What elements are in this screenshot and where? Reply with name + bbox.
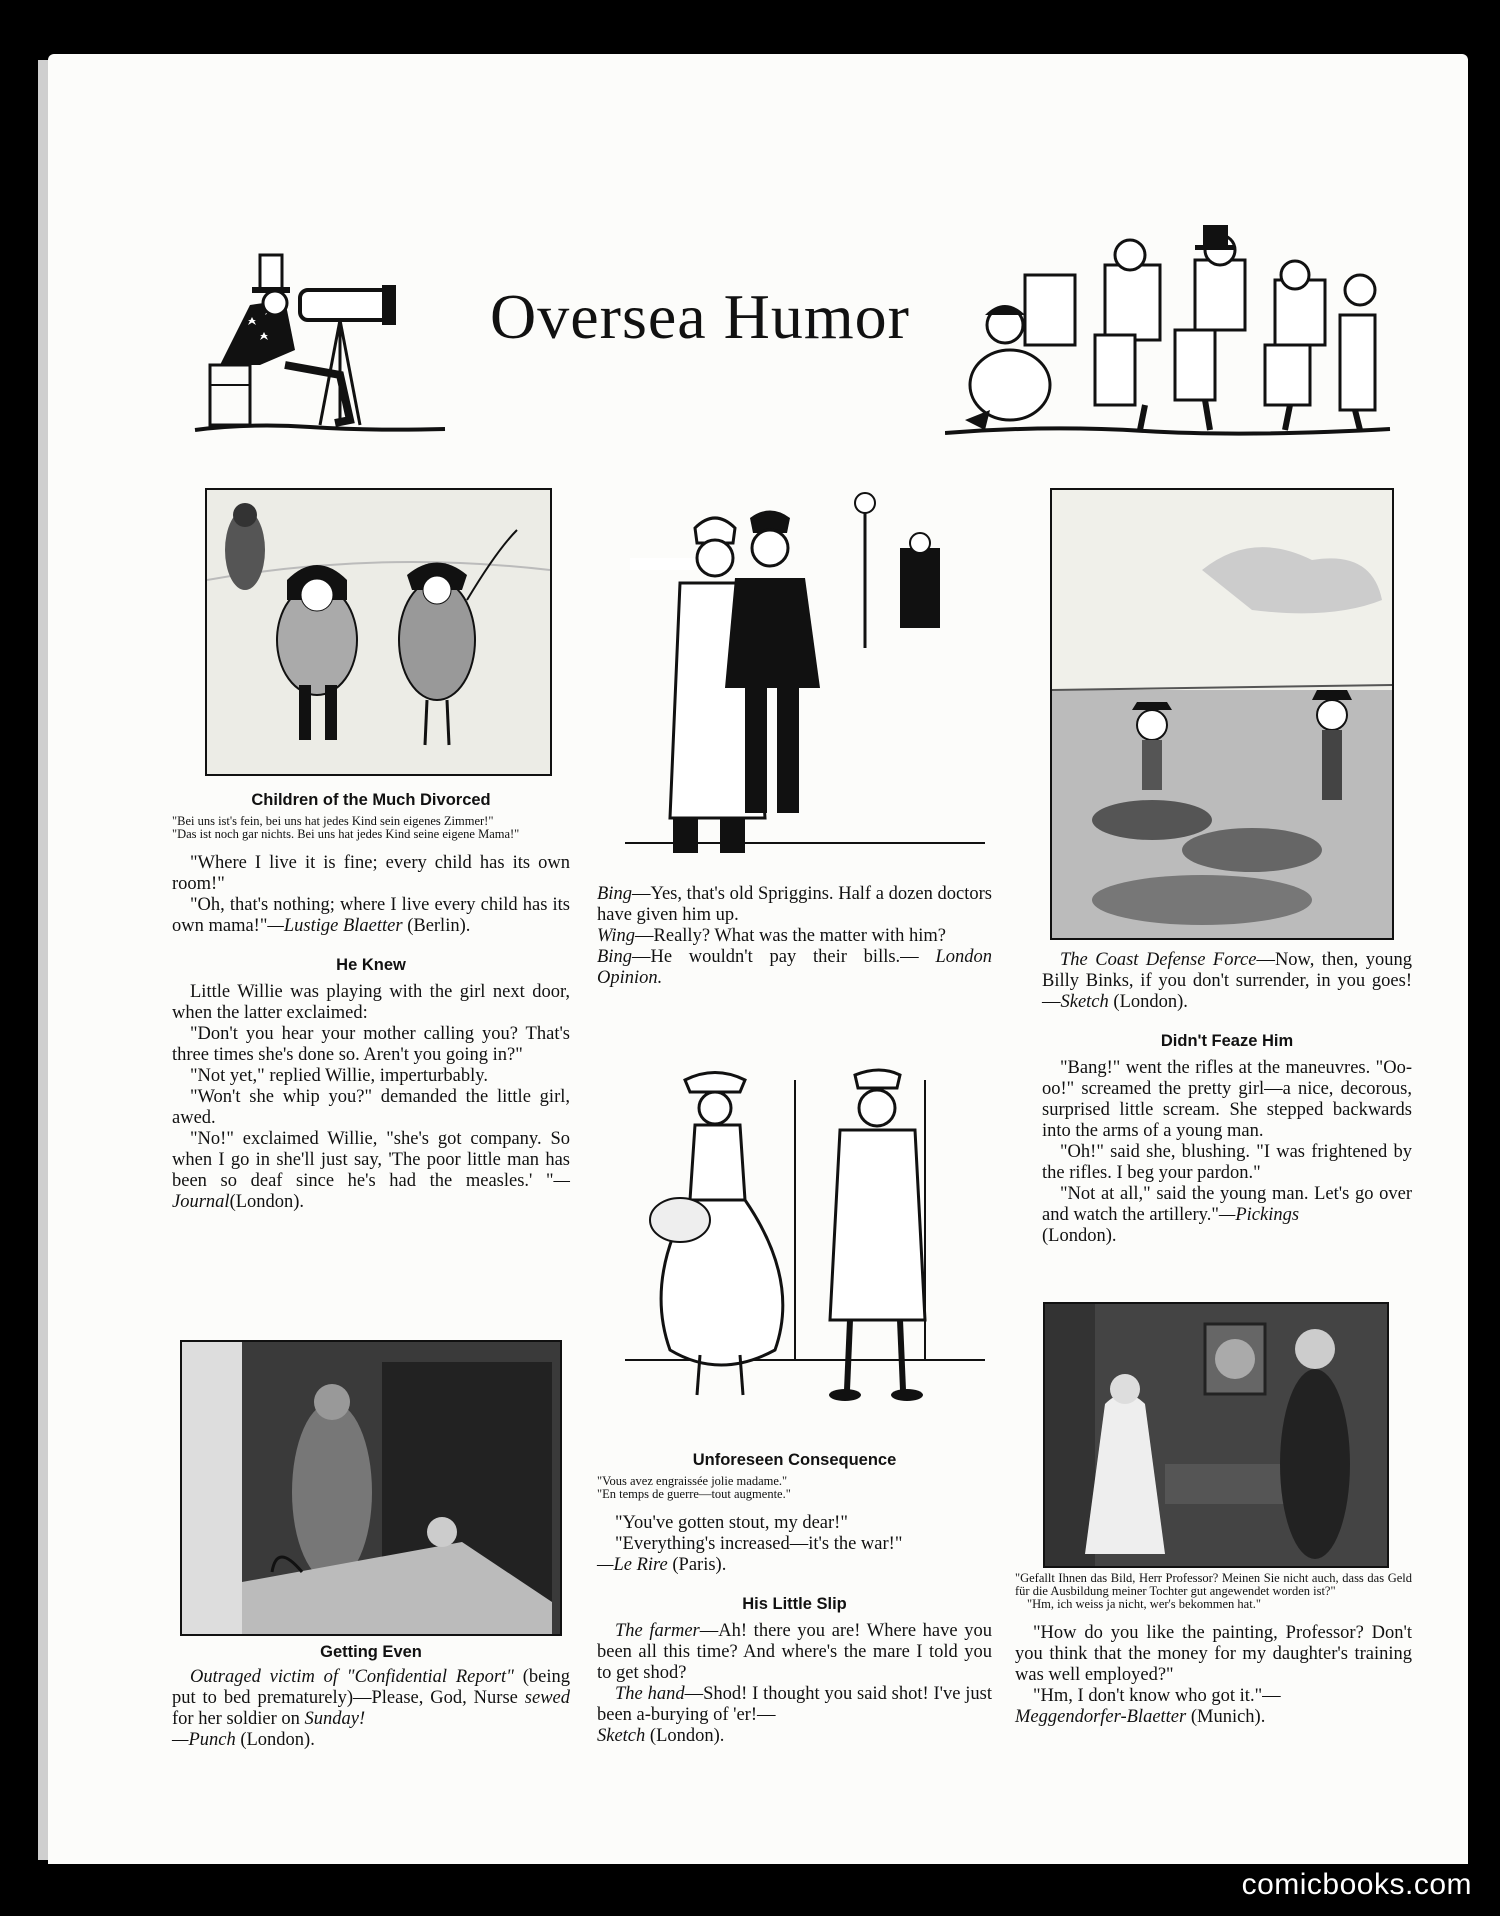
header-uncle-sam-illustration xyxy=(190,245,450,445)
column-1-text xyxy=(172,790,570,1213)
he-knew-text-5: "No!" exclaimed Willie, "she's got company. So when I go in she'll just say, 'The poor little man has been so deaf since he's had the measles.' "—Journal(London). xyxy=(172,1129,570,1212)
professor-text-block xyxy=(1015,1572,1412,1728)
spriggins-line-3: Bing—He wouldn't pay their bills.— London Opinion. xyxy=(597,947,993,988)
header-newspaper-readers-illustration xyxy=(945,225,1395,440)
his-little-slip-line-1: The farmer—Ah! there you are! Where have you been all this time? And where's the mare I told you to get shod? xyxy=(597,1621,992,1683)
children-divorced-text-1: "Where I live it is fine; every child has its own room!" xyxy=(172,853,570,894)
column-2-text-top xyxy=(597,884,992,989)
coast-defense-illustration xyxy=(1050,488,1394,940)
children-divorced-original: "Bei uns ist's fein, bei uns hat jedes Kind sein eigenes Zimmer!" "Das ist noch gar nichts. Bei uns hat jedes Kind seine eigene Mama!" xyxy=(172,814,520,841)
getting-even-text: Outraged victim of "Confidential Report" (being put to bed prematurely)—Please, God, Nurse sewed for her soldier on Sunday! —Punch (London). xyxy=(172,1667,570,1750)
unforeseen-consequence-title: Unforeseen Consequence xyxy=(692,1451,897,1469)
professor-original-caption: "Gefallt Ihnen das Bild, Herr Professor? Meinen Sie nicht auch, dass das Geld für die Ausbildung meiner Tochter gut angewendet worden ist?" "Hm, ich weiss ja nicht, wer's bekommen hat." xyxy=(1015,1571,1412,1611)
he-knew-text-4: "Won't she whip you?" demanded the little girl, awed. xyxy=(172,1087,570,1128)
page-title: Oversea Humor xyxy=(490,281,910,352)
column-3-text xyxy=(1042,950,1412,1247)
didnt-feaze-him-text-1: "Bang!" went the rifles at the maneuvres. "Oo-oo!" screamed the pretty girl—a nice, decorous, surprised little scream. She stepped backwards into the arms of a young man. xyxy=(1042,1058,1412,1141)
site-watermark: comicbooks.com xyxy=(1241,1868,1472,1901)
he-knew-text-1: Little Willie was playing with the girl next door, when the latter exclaimed: xyxy=(172,982,570,1023)
children-divorced-text-2: "Oh, that's nothing; where I live every child has its own mama!"—Lustige Blaetter (Berlin). xyxy=(172,895,570,936)
spriggins-line-1: Bing—Yes, that's old Spriggins. Half a dozen doctors have given him up. xyxy=(597,884,992,925)
he-knew-title: He Knew xyxy=(336,956,406,974)
coast-defense-caption: The Coast Defense Force—Now, then, young Billy Binks, if you don't surrender, in you goes!—Sketch (London). xyxy=(1042,950,1413,1012)
getting-even-title: Getting Even xyxy=(320,1643,422,1661)
getting-even-illustration xyxy=(180,1340,562,1636)
spriggins-illustration xyxy=(625,488,985,873)
unforeseen-consequence-text-2: "Everything's increased—it's the war!" xyxy=(615,1534,903,1554)
didnt-feaze-him-title: Didn't Feaze Him xyxy=(1160,1032,1294,1050)
professor-text-2: "Hm, I don't know who got it."— Meggendorfer-Blaetter (Munich). xyxy=(1015,1686,1281,1727)
he-knew-text-2: "Don't you hear your mother calling you? That's three times she's done so. Aren't you going in?" xyxy=(172,1024,570,1065)
column-2-text-bottom xyxy=(597,1450,992,1747)
didnt-feaze-him-text-2: "Oh!" said she, blushing. "I was frightened by the rifles. I beg your pardon." xyxy=(1042,1142,1412,1183)
didnt-feaze-him-text-3: "Not at all," said the young man. Let's go over and watch the artillery."—Pickings (London). xyxy=(1042,1184,1412,1246)
unforeseen-consequence-illustration xyxy=(625,1060,985,1445)
professor-painting-illustration xyxy=(1043,1302,1389,1568)
children-illustration xyxy=(205,488,552,776)
getting-even-text-block xyxy=(172,1642,570,1751)
professor-text-1: "How do you like the painting, Professor? Don't you think that the money for my daughter's training was well employed?" xyxy=(1015,1623,1412,1685)
children-divorced-title: Children of the Much Divorced xyxy=(251,791,491,809)
spriggins-line-2: Wing—Really? What was the matter with him? xyxy=(597,926,947,946)
his-little-slip-title: His Little Slip xyxy=(742,1595,847,1613)
unforeseen-consequence-original: "Vous avez engraissée jolie madame." "En temps de guerre—tout augmente." xyxy=(597,1474,791,1501)
unforeseen-consequence-text-1: "You've gotten stout, my dear!" xyxy=(615,1513,848,1533)
his-little-slip-line-2: The hand—Shod! I thought you said shot! I've just been a-burying of 'er!— Sketch (London). xyxy=(597,1684,992,1746)
unforeseen-consequence-source: —Le Rire (Paris). xyxy=(597,1555,727,1575)
he-knew-text-3: "Not yet," replied Willie, imperturbably. xyxy=(190,1066,488,1086)
